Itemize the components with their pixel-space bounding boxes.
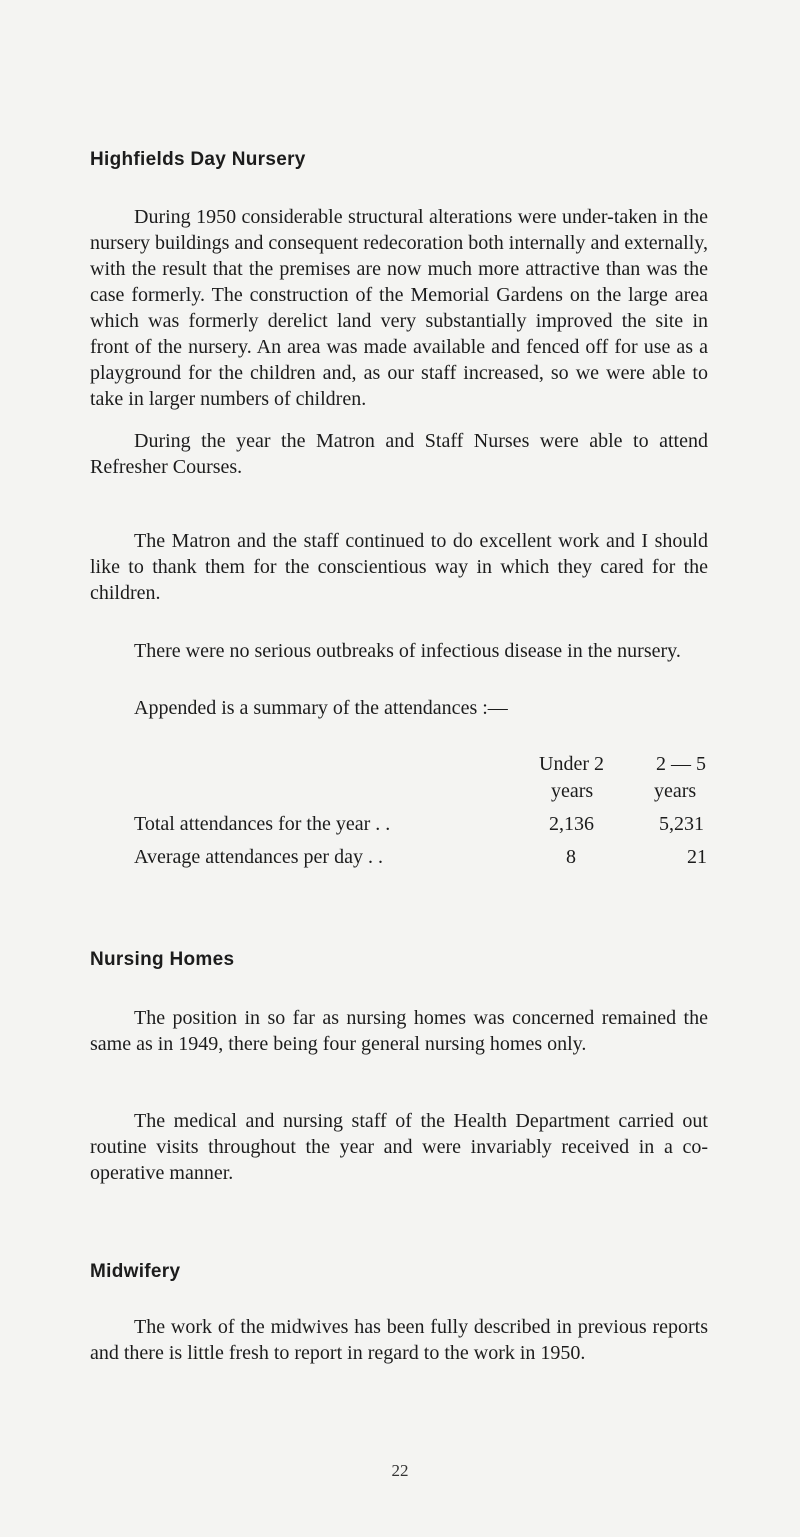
midwifery-paragraph-1: The work of the midwives has been fully described in previous reports and there is little fresh to report in regard to the work in 1950. bbox=[90, 1316, 708, 1364]
nursing-homes-paragraph-1: The position in so far as nursing homes was concerned remained the same as in 1949, there being four general nursing homes only. bbox=[90, 1007, 708, 1055]
col-under2-header-line2: years bbox=[551, 780, 594, 802]
attendance-table bbox=[90, 753, 710, 868]
row-total-label: Total attendances for the year . . bbox=[134, 813, 391, 835]
row-total-2to5: 5,231 bbox=[659, 813, 704, 835]
row-total-under2: 2,136 bbox=[549, 813, 594, 835]
highfields-paragraph-5: Appended is a summary of the attendances :— bbox=[134, 697, 508, 719]
row-average-under2: 8 bbox=[566, 846, 576, 868]
highfields-heading: Highfields Day Nursery bbox=[90, 149, 306, 170]
nursing-homes-paragraph-2: The medical and nursing staff of the Health Department carried out routine visits throughout the year and were invariably received in a co-operative manner. bbox=[90, 1110, 708, 1184]
col-under2-header-line1: Under 2 bbox=[539, 753, 604, 775]
row-average-2to5: 21 bbox=[687, 846, 707, 868]
highfields-paragraph-4: There were no serious outbreaks of infectious disease in the nursery. bbox=[134, 640, 681, 662]
midwifery-heading: Midwifery bbox=[90, 1261, 181, 1282]
nursing-homes-heading: Nursing Homes bbox=[90, 949, 235, 970]
row-average-label: Average attendances per day . . bbox=[134, 846, 383, 868]
highfields-paragraph-2: During the year the Matron and Staff Nurses were able to attend Refresher Courses. bbox=[90, 430, 708, 478]
col-2to5-header-line2: years bbox=[654, 780, 697, 802]
page-number: 22 bbox=[391, 1461, 409, 1480]
highfields-paragraph-3: The Matron and the staff continued to do excellent work and I should like to thank them for the conscientious way in which they cared for the children. bbox=[90, 530, 708, 604]
highfields-paragraph-1: During 1950 considerable structural alterations were under-taken in the nursery buildings and consequent redecoration both internally and externally, with the result that the premises are now much more attractive than was the case formerly. The construction of the Memorial Gardens on the large area which was formerly derelict land very substantially improved the site in front of the nursery. An area was made available and fenced off for use as a playground for the children and, as our staff increased, so we were able to take in larger numbers of children. bbox=[90, 206, 708, 410]
col-2to5-header-line1: 2 — 5 bbox=[656, 753, 706, 775]
